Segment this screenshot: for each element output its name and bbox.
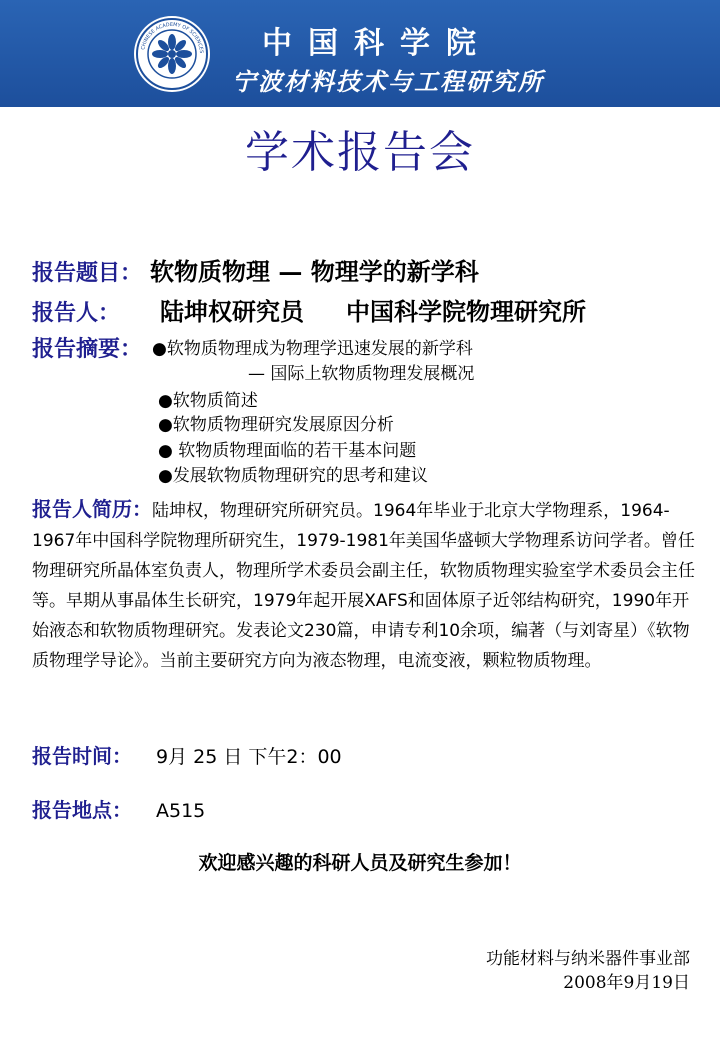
report-place: [32, 794, 205, 823]
bio-label: 报告人简历：: [32, 497, 152, 521]
logo-ring-text: CHINESE ACADEMY OF SCIENCES: [140, 21, 205, 54]
cas-logo: [134, 16, 210, 92]
welcome-message: 欢迎感兴趣的科研人员及研究生参加！: [198, 852, 522, 874]
topic-value: 软物质物理 — 物理学的新学科: [150, 257, 479, 286]
time-value: 9月 25 日 下午2：00: [156, 746, 342, 768]
abstract-item: ●软物质简述: [158, 391, 258, 411]
org-name: 中国科学院: [262, 26, 492, 61]
header-banner: [0, 0, 720, 107]
speaker-affiliation: 中国科学院物理研究所: [346, 297, 587, 326]
place-label: 报告地点：: [32, 798, 132, 822]
abstract-item: — 国际上软物质物理发展概况: [248, 364, 475, 384]
time-label: 报告时间：: [32, 744, 132, 768]
abstract-label: 报告摘要：: [32, 336, 143, 362]
bio-text: 陆坤权，物理研究所研究员。1964年毕业于北京大学物理系，1964-1967年中国科学院物理所研究生，1979-1981年美国华盛顿大学物理系访问学者。曾任物理研究所晶体室负责人，物理所学术委员会副主任，软物质物理实验室学术委员会主任等。早期从事晶体生长研究，1979年起开展XAFS和固体原子近邻结构研究，1990年开始液态和软物质物理研究。发表论文230篇，申请专利10余项，编著（与刘寄星）《软物质物理学导论》。当前主要研究方向为液态物理，电流变液，颗粒物质物理。: [32, 501, 695, 671]
speaker-name: 陆坤权研究员: [160, 297, 305, 326]
report-speaker: [32, 292, 586, 327]
institute-name: 宁波材料技术与工程研究所: [232, 67, 544, 96]
place-value: A515: [156, 800, 206, 822]
abstract-item: ● 软物质物理面临的若干基本问题: [158, 441, 417, 461]
page-title: 学术报告会: [245, 127, 475, 178]
speaker-label: 报告人：: [32, 300, 121, 326]
topic-label: 报告题目：: [32, 260, 143, 286]
abstract-item: ●软物质物理成为物理学迅速发展的新学科: [152, 339, 473, 359]
report-time: [32, 740, 342, 769]
report-topic: [32, 252, 479, 287]
footer-department: 功能材料与纳米器件事业部: [486, 949, 690, 969]
cas-emblem-icon: [134, 16, 210, 92]
abstract-item: ●软物质物理研究发展原因分析: [158, 415, 394, 435]
abstract-item: ●发展软物质物理研究的思考和建议: [158, 466, 428, 486]
footer-date: 2008年9月19日: [563, 973, 690, 993]
speaker-bio: [32, 494, 696, 676]
